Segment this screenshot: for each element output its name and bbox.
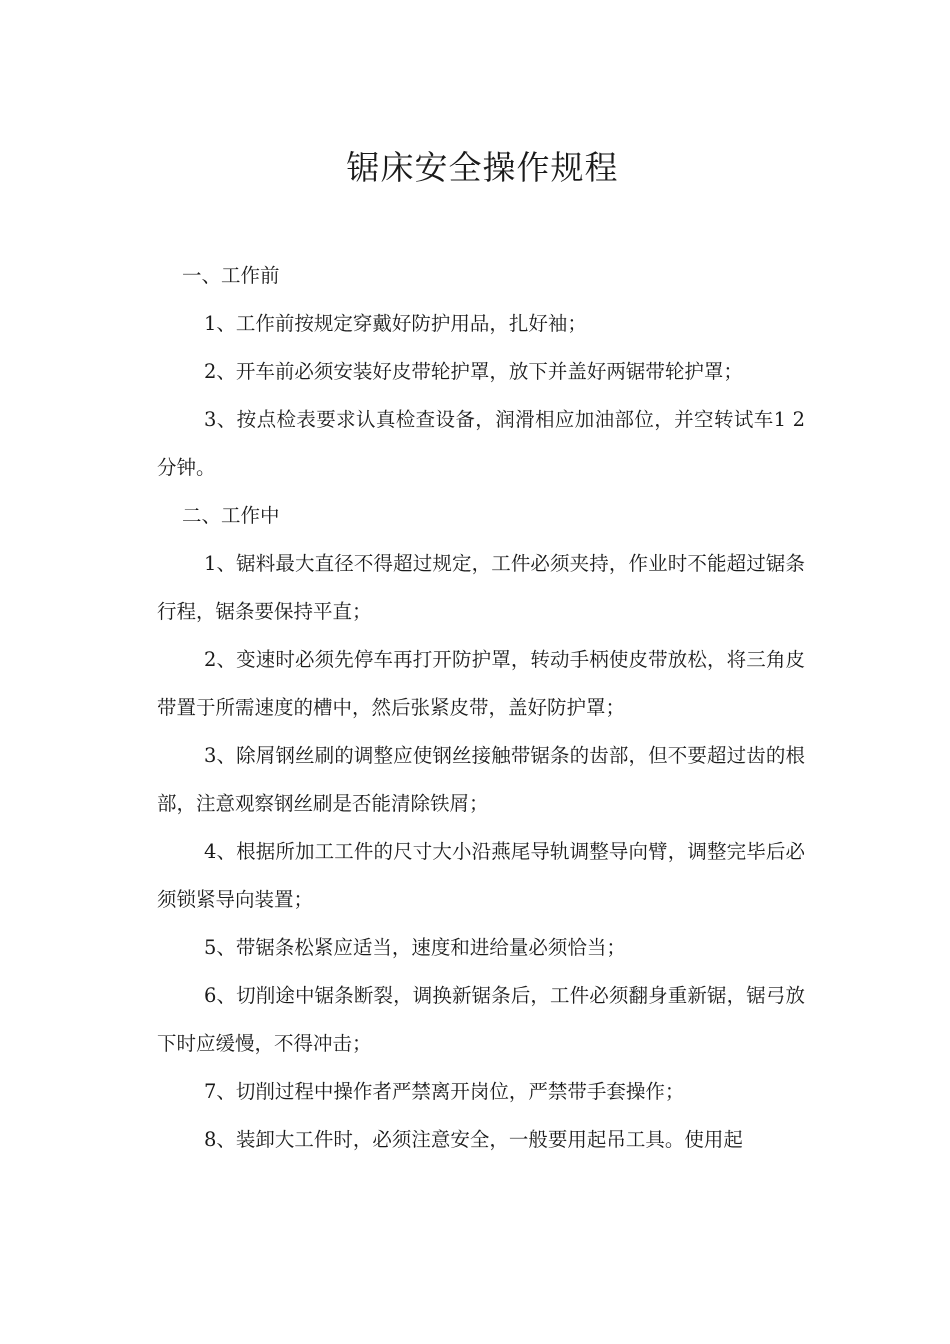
list-item: 3、除屑钢丝刷的调整应使钢丝接触带锯条的齿部，但不要超过齿的根部，注意观察钢丝刷是否能清除铁屑；: [157, 744, 805, 815]
list-item: 1、锯料最大直径不得超过规定，工件必须夹持，作业时不能超过锯条行程，锯条要保持平直；: [157, 552, 805, 623]
list-item: 5、带锯条松紧应适当，速度和进给量必须恰当；: [204, 936, 626, 959]
list-item: 4、根据所加工工件的尺寸大小沿燕尾导轨调整导向臂，调整完毕后必须锁紧导向装置；: [157, 840, 805, 911]
document-title: 锯床安全操作规程: [346, 148, 619, 187]
list-item: 1、工作前按规定穿戴好防护用品，扎好袖；: [204, 312, 587, 335]
section-heading-during-work: 二、工作中: [182, 504, 280, 527]
list-item: 6、切削途中锯条断裂，调换新锯条后，工件必须翻身重新锯，锯弓放下时应缓慢，不得冲击；: [157, 984, 805, 1055]
list-item: 7、切削过程中操作者严禁离开岗位，严禁带手套操作；: [204, 1080, 685, 1103]
section-heading-before-work: 一、工作前: [182, 264, 280, 287]
document-body: [157, 252, 805, 1164]
list-item: 2、开车前必须安装好皮带轮护罩，放下并盖好两锯带轮护罩；: [204, 360, 743, 383]
list-item: 3、按点检表要求认真检查设备，润滑相应加油部位，并空转试车1 2分钟。: [157, 408, 805, 479]
list-item: 8、装卸大工件时，必须注意安全，一般要用起吊工具。使用起: [204, 1128, 743, 1151]
list-item: 2、变速时必须先停车再打开防护罩，转动手柄使皮带放松，将三角皮带置于所需速度的槽中，然后张紧皮带，盖好防护罩；: [157, 648, 805, 719]
